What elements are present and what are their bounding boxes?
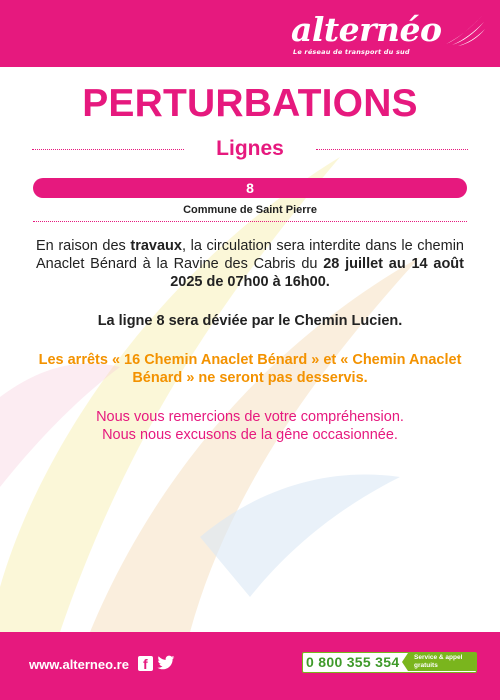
notice-paragraph-detour: La ligne 8 sera déviée par le Chemin Lucien. <box>97 313 403 329</box>
notice-paragraph-works: En raison des travaux, la circulation sera interdite dans le chemin Anaclet Bénard à la Ravine des Cabris du 28 juillet au 14 août 2025 de 07h00 à 16h00. <box>36 238 464 290</box>
free-service-tag: Service & appel gratuits <box>408 653 476 671</box>
notice-body <box>36 237 464 444</box>
logo-tagline: Le réseau de transport du sud <box>293 48 410 56</box>
facebook-icon[interactable]: f <box>138 656 153 671</box>
alterneo-logo <box>291 12 466 62</box>
logo-wordmark: alternéo <box>291 10 442 49</box>
subtitle: Lignes <box>216 137 284 160</box>
page-title: PERTURBATIONS <box>82 82 418 125</box>
header-bar <box>0 0 500 67</box>
website-link[interactable]: www.alterneo.re <box>29 657 129 672</box>
commune-label: Commune de Saint Pierre <box>183 204 317 216</box>
notice-paragraph-apology: Nous vous remercions de votre compréhension. Nous nous excusons de la gêne occasionnée. <box>96 409 404 443</box>
notice-paragraph-stops: Les arrêts « 16 Chemin Anaclet Bénard » et « Chemin Anaclet Bénard » ne seront pas desservis. <box>38 352 462 386</box>
subtitle-row <box>32 137 468 163</box>
twitter-icon[interactable] <box>157 655 175 671</box>
wings-icon <box>442 14 486 48</box>
phone-box[interactable] <box>302 652 477 673</box>
dotted-divider <box>316 149 468 150</box>
dotted-divider <box>33 221 467 222</box>
phone-number: 0 800 355 354 <box>306 654 400 670</box>
footer-bar <box>0 632 500 700</box>
line-number-badge: 8 <box>33 178 467 198</box>
